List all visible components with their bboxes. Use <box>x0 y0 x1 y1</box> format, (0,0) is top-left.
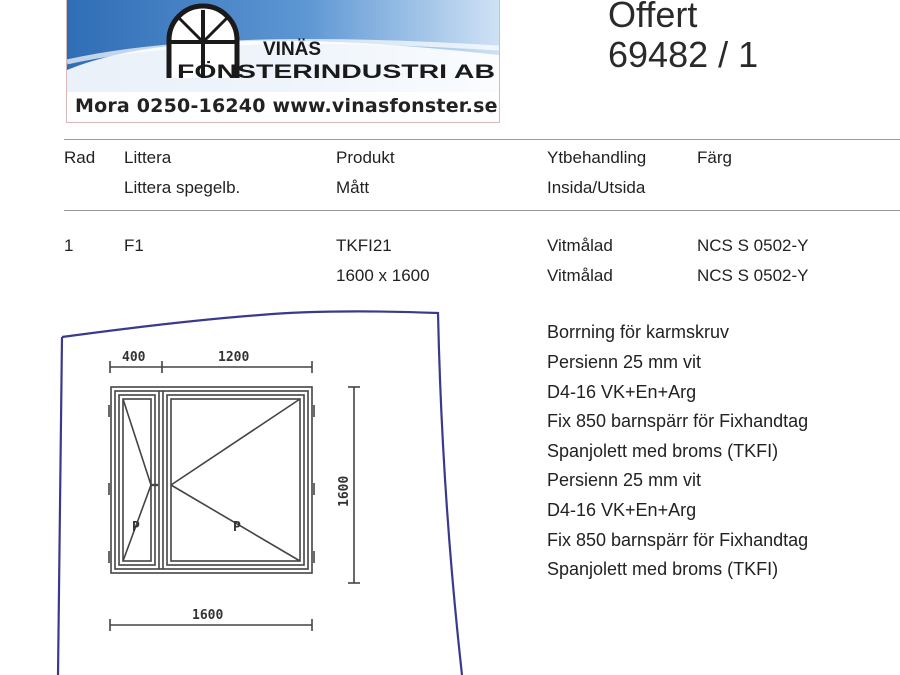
divider-top <box>64 139 900 140</box>
header-littera: Littera <box>124 148 172 167</box>
row-littera: F1 <box>124 236 144 255</box>
header-matt: Mått <box>336 178 370 197</box>
header-farg: Färg <box>697 148 732 167</box>
row-produkt: TKFI21 <box>336 236 392 255</box>
spec-line: D4-16 VK+En+Arg <box>547 382 697 402</box>
row-farg-utsida: NCS S 0502-Y <box>697 266 809 285</box>
row-rad: 1 <box>64 236 74 255</box>
spec-line: Fix 850 barnspärr för Fixhandtag <box>547 530 809 550</box>
offer-title: Offert <box>608 0 698 35</box>
header-littera-spegelb: Littera spegelb. <box>124 178 241 197</box>
company-name-line2: FÖNSTERINDUSTRI AB <box>177 62 495 83</box>
window-frame <box>111 387 312 573</box>
header-ytbehandling: Ytbehandling <box>547 148 647 167</box>
logo-banner <box>67 0 499 92</box>
company-contact: Mora 0250-16240 www.vinasfonster.se <box>75 95 498 117</box>
spec-line: D4-16 VK+En+Arg <box>547 500 697 520</box>
window-drawing <box>0 295 480 675</box>
dim-label-height: 1600 <box>337 475 352 507</box>
divider-header <box>64 210 900 211</box>
spec-line: Spanjolett med broms (TKFI) <box>547 559 779 579</box>
row-ytbehandling-utsida: Vitmålad <box>547 266 613 285</box>
spec-line: Spanjolett med broms (TKFI) <box>547 441 779 461</box>
header-rad: Rad <box>64 148 96 167</box>
row-farg-insida: NCS S 0502-Y <box>697 236 809 255</box>
dim-label-width: 1600 <box>192 608 224 623</box>
spec-line: Borrning för karmskruv <box>547 322 730 342</box>
spec-line: Persienn 25 mm vit <box>547 470 702 490</box>
sash-mark-right: P <box>233 520 241 535</box>
company-logo <box>66 0 500 123</box>
row-ytbehandling-insida: Vitmålad <box>547 236 613 255</box>
spec-line: Fix 850 barnspärr för Fixhandtag <box>547 411 809 431</box>
offer-number: 69482 / 1 <box>608 34 759 75</box>
header-produkt: Produkt <box>336 148 395 167</box>
row-matt: 1600 x 1600 <box>336 266 430 285</box>
right-sash <box>167 395 304 565</box>
header-insida-utsida: Insida/Utsida <box>547 178 646 197</box>
sash-mark-left: P <box>132 520 140 535</box>
dim-label-right: 1200 <box>218 350 250 365</box>
spec-line: Persienn 25 mm vit <box>547 352 702 372</box>
dim-label-left: 400 <box>122 350 146 365</box>
company-name-line1: VINÄS <box>263 39 322 60</box>
